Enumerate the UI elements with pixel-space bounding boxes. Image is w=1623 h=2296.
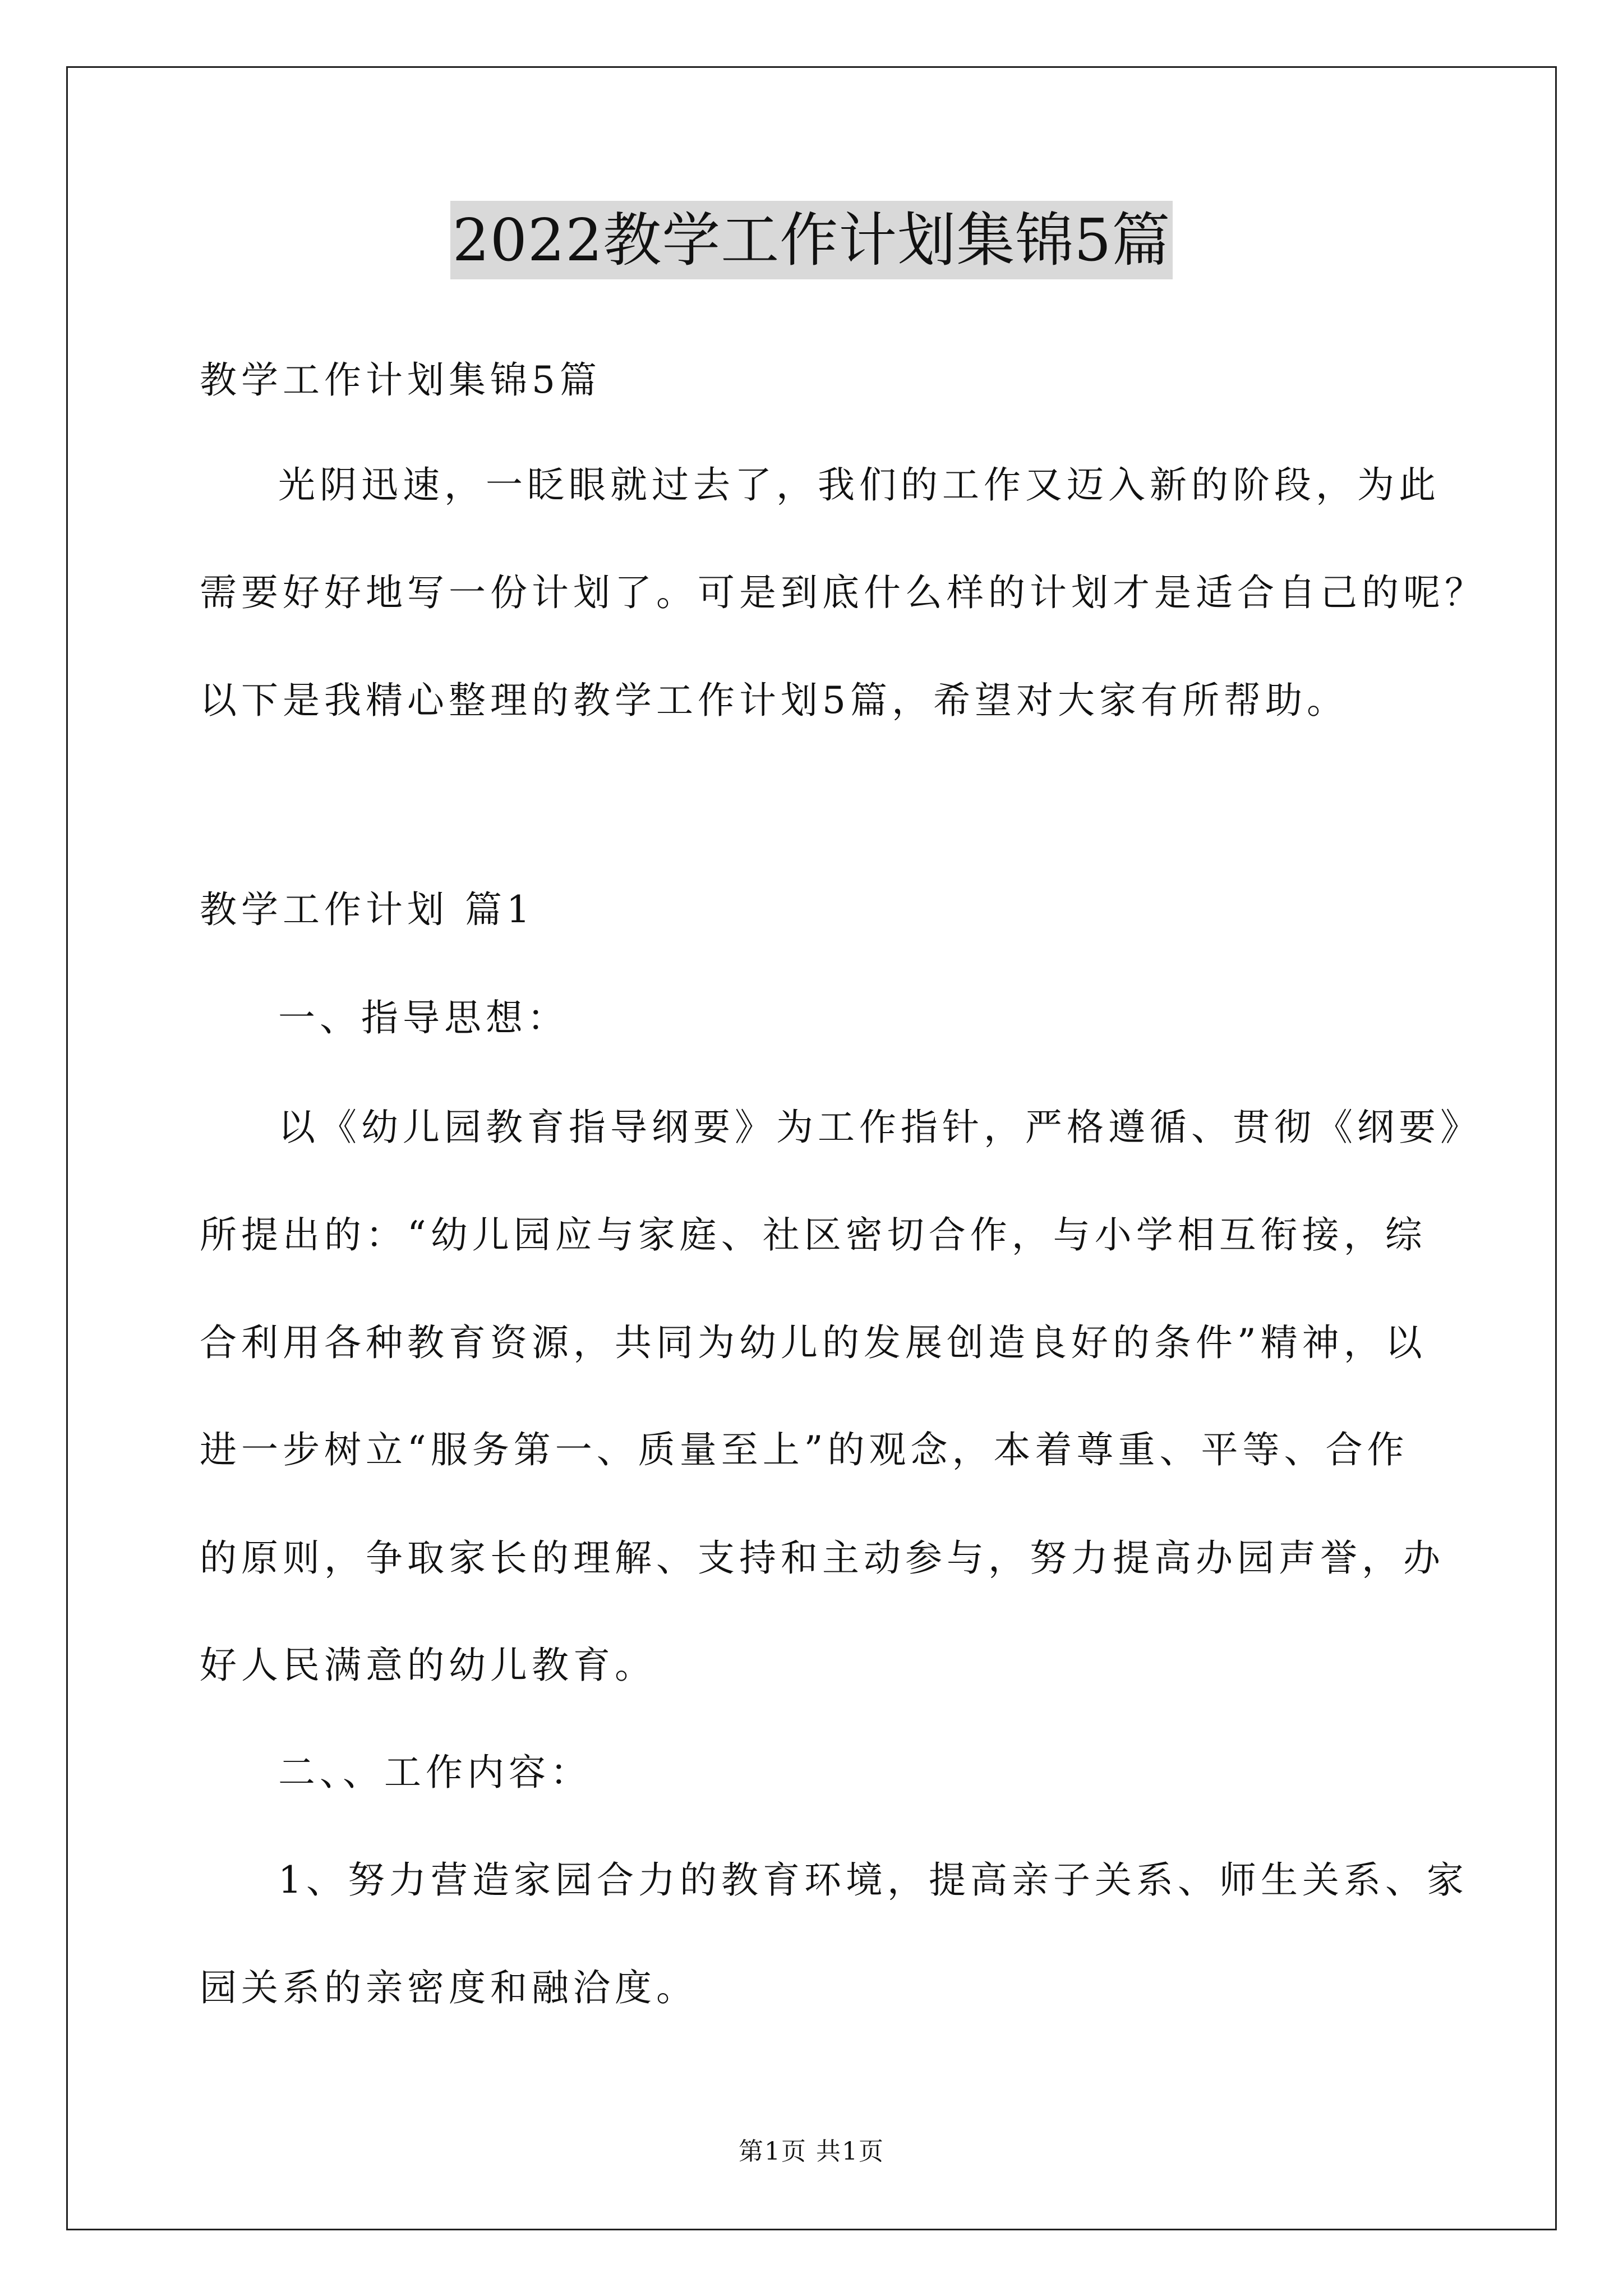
guiding-line-4: 进一步树立“服务第一、质量至上”的观念，本着尊重、平等、合作 xyxy=(200,1428,1409,1471)
page-footer: 第1页 共1页 xyxy=(739,2137,884,2166)
guiding-line-5: 的原则，争取家长的理解、支持和主动参与，努力提高办园声誉，办 xyxy=(200,1536,1445,1580)
document-subtitle: 教学工作计划集锦5篇 xyxy=(200,358,601,402)
section-heading: 教学工作计划 篇1 xyxy=(200,888,534,931)
content-line-2: 园关系的亲密度和融洽度。 xyxy=(200,1966,698,2009)
guiding-line-2: 所提出的：“幼儿园应与家庭、社区密切合作，与小学相互衔接，综 xyxy=(200,1213,1427,1257)
guiding-line-1: 以《幼儿园教育指导纲要》为工作指针，严格遵循、贯彻《纲要》 xyxy=(278,1106,1482,1149)
guiding-line-6: 好人民满意的幼儿教育。 xyxy=(200,1644,656,1687)
content-line-1: 1、努力营造家园合力的教育环境，提高亲子关系、师生关系、家 xyxy=(278,1858,1468,1902)
document-title: 2022教学工作计划集锦5篇 xyxy=(450,201,1173,279)
title-area xyxy=(0,201,1623,279)
content-heading: 二、、工作内容： xyxy=(278,1751,592,1794)
intro-line-3: 以下是我精心整理的教学工作计划5篇，希望对大家有所帮助。 xyxy=(200,679,1348,722)
intro-line-1: 光阴迅速，一眨眼就过去了，我们的工作又迈入新的阶段，为此 xyxy=(278,463,1440,507)
guiding-heading: 一、指导思想： xyxy=(278,996,569,1039)
intro-line-2: 需要好好地写一份计划了。可是到底什么样的计划才是适合自己的呢？ xyxy=(200,571,1486,614)
guiding-line-3: 合利用各种教育资源，共同为幼儿的发展创造良好的条件”精神，以 xyxy=(200,1321,1427,1364)
